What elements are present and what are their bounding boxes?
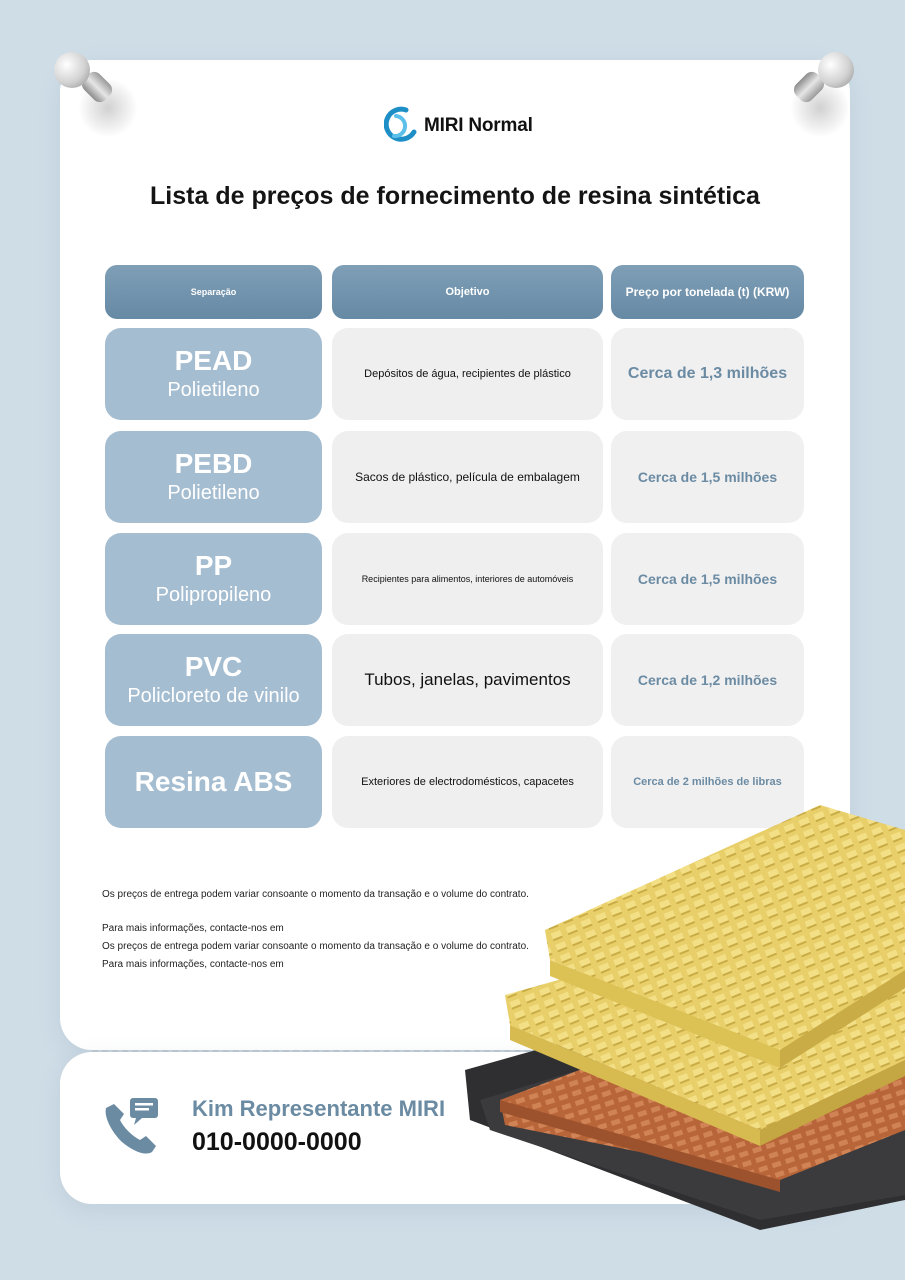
resin-name-cell (105, 736, 322, 828)
resin-sheets-image (460, 800, 905, 1230)
phone-chat-icon (100, 1094, 164, 1158)
resin-abbr: Resina ABS (134, 766, 293, 797)
contact-phone: 010-0000-0000 (192, 1128, 362, 1156)
resin-abbr: PVC (184, 651, 243, 682)
resin-use-cell: Exteriores de electrodomésticos, capacetes (332, 736, 603, 828)
page-title: Lista de preços de fornecimento de resina sintética (150, 182, 760, 210)
resin-use-cell: Recipientes para alimentos, interiores de automóveis (332, 533, 603, 625)
push-pin-icon (762, 48, 858, 144)
resin-use-cell: Tubos, janelas, pavimentos (332, 634, 603, 726)
resin-price-cell: Cerca de 2 milhões de libras (611, 736, 804, 828)
resin-full-name: Polipropileno (155, 584, 272, 606)
resin-full-name: Policloreto de vinilo (127, 685, 300, 707)
resin-use-cell: Depósitos de água, recipientes de plástico (332, 328, 603, 420)
resin-full-name: Polietileno (167, 482, 260, 504)
header-separacao: Separação (105, 265, 322, 319)
resin-name-cell (105, 634, 322, 726)
resin-use-cell: Sacos de plástico, película de embalagem (332, 431, 603, 523)
resin-name-cell (105, 328, 322, 420)
resin-abbr: PEAD (174, 345, 253, 376)
brand-logo (384, 106, 533, 146)
note-line: Os preços de entrega podem variar consoante o momento da transação e o volume do contrato. (102, 889, 529, 900)
table-row (0, 533, 905, 625)
resin-abbr: PEBD (174, 448, 253, 479)
resin-full-name: Polietileno (167, 379, 260, 401)
contact-name: Kim Representante MIRI (192, 1096, 446, 1121)
resin-price-cell: Cerca de 1,5 milhões (611, 533, 804, 625)
resin-name-cell (105, 533, 322, 625)
resin-price-cell: Cerca de 1,2 milhões (611, 634, 804, 726)
brand-name: MIRI Normal (424, 115, 533, 136)
resin-price-cell: Cerca de 1,3 milhões (611, 328, 804, 420)
push-pin-icon (50, 48, 146, 144)
table-row (0, 431, 905, 523)
note-line: Para mais informações, contacte-nos em (102, 959, 284, 970)
header-objetivo: Objetivo (332, 265, 603, 319)
table-row (0, 634, 905, 726)
note-line: Os preços de entrega podem variar consoante o momento da transação e o volume do contrato. (102, 941, 529, 952)
table-row (0, 328, 905, 420)
resin-price-cell: Cerca de 1,5 milhões (611, 431, 804, 523)
miri-logo-icon (384, 106, 418, 146)
header-preco: Preço por tonelada (t) (KRW) (611, 265, 804, 319)
resin-name-cell (105, 431, 322, 523)
note-line: Para mais informações, contacte-nos em (102, 923, 284, 934)
resin-abbr: PP (194, 550, 233, 581)
